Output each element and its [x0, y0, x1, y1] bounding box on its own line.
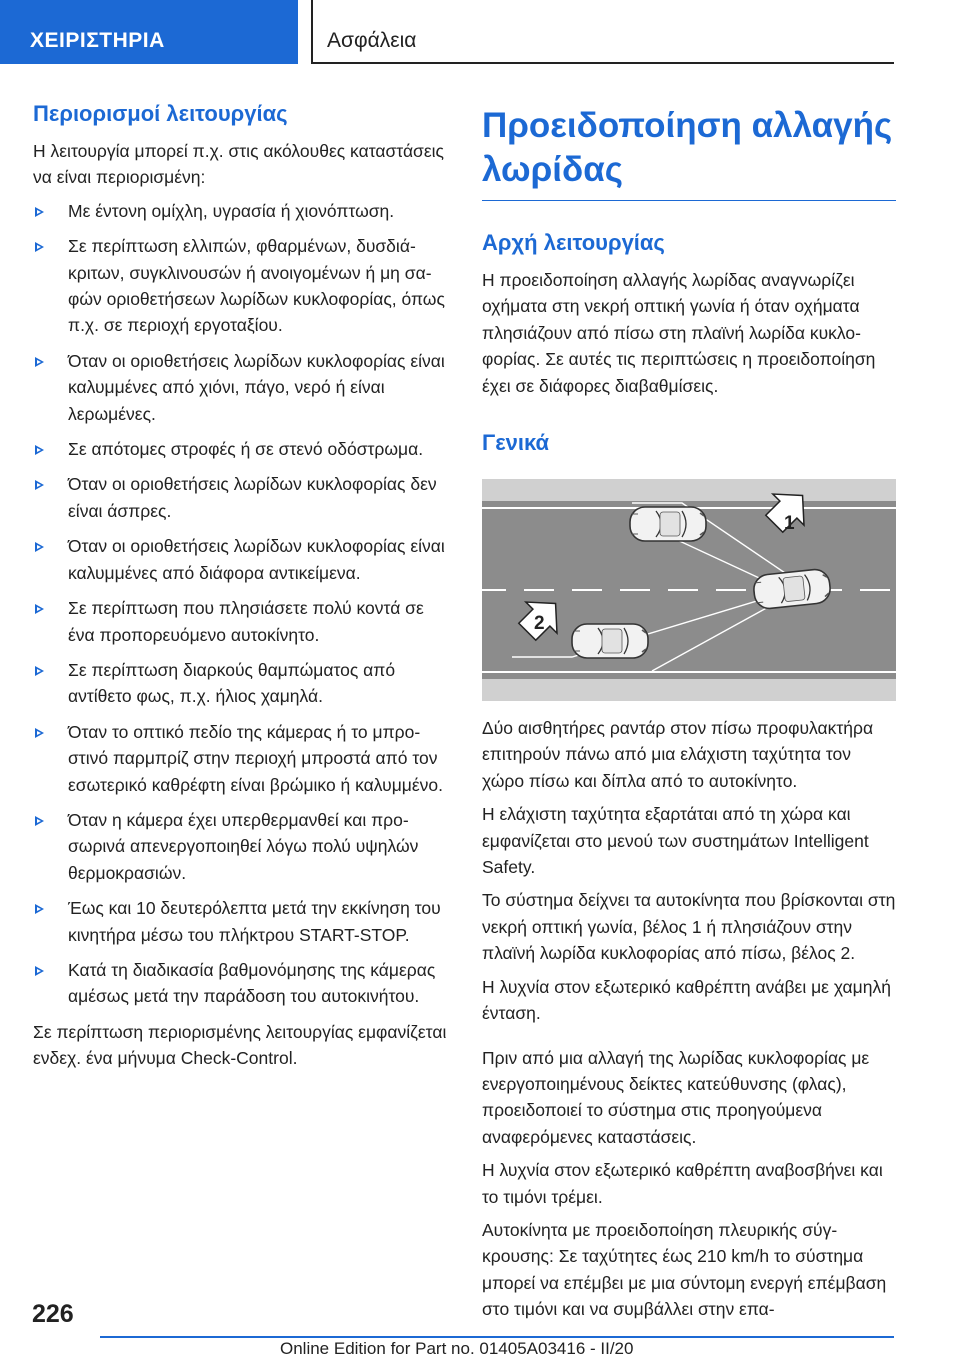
bullet-triangle-icon	[35, 357, 44, 367]
list-item	[33, 436, 448, 462]
list-item	[33, 595, 448, 648]
list-item	[33, 533, 448, 586]
limitations-heading: Περιορισμοί λειτουργίας	[33, 101, 288, 126]
paragraph: Η ελάχιστη ταχύτητα εξαρτάται από τη χώρα και εμφανίζεται στο μενού των συστημάτων Intelligent Safety.	[482, 804, 869, 878]
page-number: 226	[32, 1300, 74, 1328]
chapter-tab	[0, 0, 298, 64]
general-heading: Γενικά	[482, 430, 550, 456]
principle-heading: Αρχή λειτουργίας	[482, 230, 665, 255]
list-item-text: Σε περίπτωση που πλησιάσετε πολύ κοντά σε ένα προπορευόμενο αυτοκίνητο.	[68, 598, 424, 645]
list-item-text: Όταν οι οριοθετήσεις λωρίδων κυκλοφορίας είναι καλυμμένες από χιόνι, πάγο, νερό ή είναι λερωμένες.	[68, 350, 445, 424]
bullet-triangle-icon	[35, 904, 44, 914]
list-item-text: Κατά τη διαδικασία βαθμονόμησης της κάμερας αμέσως μετά την παράδοση του αυτοκινήτου.	[68, 959, 436, 1007]
bullet-triangle-icon	[35, 207, 44, 217]
bullet-triangle-icon	[35, 966, 44, 976]
list-item	[33, 719, 448, 798]
list-item-text: Με έντονη ομίχλη, υγρασία ή χιονόπτωση.	[68, 200, 395, 221]
paragraph: Αυτοκίνητα με προειδοποίηση πλευρικής σύγκρουσης: Σε ταχύτητες έως 210 km/h το σύστημα μπορεί να επέμβει με μια σύντομη ενεργή επέμβαση στο τιμόνι και να συμβάλλει στην επα-	[482, 1219, 887, 1320]
lane-diagram	[482, 479, 896, 701]
bullet-triangle-icon	[35, 666, 44, 676]
vehicle-rear-approaching	[572, 624, 648, 658]
paragraph: Η λυχνία στον εξωτερικό καθρέπτη αναβοσβήνει και το τιμόνι τρέμει.	[482, 1160, 883, 1207]
bullet-triangle-icon	[35, 445, 44, 455]
paragraph: Το σύστημα δείχνει τα αυτοκίνητα που βρίσκονται στη νεκρή οπτική γωνία, βέλος 1 ή πλησιάζουν στην πλαϊνή λωρίδα κυκλοφορίας από πίσω, βέλος 2.	[482, 890, 896, 964]
principle-text: Η προειδοποίηση αλλαγής λωρίδας αναγνωρίζει οχήματα στη νεκρή οπτική γωνία ή όταν οχήματα πλησιάζουν από πίσω στη πλαϊνή λωρίδα κυκλοφορίας. Σε αυτές τις περιπτώσεις η προειδοποίηση έχει σε διάφορες διαβαθμίσεις.	[482, 270, 876, 396]
list-item	[33, 348, 448, 427]
arrow-2-label: 2	[534, 613, 545, 635]
list-item-text: Όταν το οπτικό πεδίο της κάμερας ή το μπροστινό παρμπρίζ στην περιοχή μπροστά από τον εσωτερικό καθρέφτη είναι βρώμικο ή καλυμμένο.	[68, 721, 444, 795]
lane-change-illustration	[482, 479, 896, 701]
section-title: Προειδοποίηση αλλαγής λωρίδας	[482, 100, 896, 201]
list-item-text: Σε περίπτωση διαρκούς θαμπώματος από αντίθετο φως, π.χ. ήλιος χαμηλά.	[68, 659, 396, 707]
list-item	[33, 198, 448, 224]
list-item	[33, 233, 448, 339]
list-item-text: Σε περίπτωση ελλιπών, φθαρμένων, δυσδιάκριτων, συγκλινουσών ή ανοιγομένων ή μη σαφών οριοθετήσεων λωρίδων κυκλοφορίας, όπως π.χ. σε περιοχή εργοταξίου.	[68, 236, 445, 336]
list-item-text: Έως και 10 δευτερόλεπτα μετά την εκκίνηση του κινητήρα μέσω του πλήκτρου START-STOP.	[68, 898, 441, 945]
list-item-text: Όταν οι οριοθετήσεις λωρίδων κυκλοφορίας δεν είναι άσπρες.	[68, 474, 437, 521]
list-item	[33, 807, 448, 886]
paragraph: Η λυχνία στον εξωτερικό καθρέπτη ανάβει με χαμηλή ένταση.	[482, 976, 891, 1024]
list-item	[33, 471, 448, 524]
footer-divider	[100, 1336, 894, 1338]
limitations-intro: Η λειτουργία μπορεί π.χ. στις ακόλουθες καταστάσεις να είναι περιορισμένη:	[33, 141, 444, 188]
section-header-label: Ασφάλεια	[327, 29, 417, 52]
arrow-1-label: 1	[784, 513, 795, 535]
bullet-triangle-icon	[35, 728, 44, 738]
section-header	[311, 0, 894, 64]
paragraph: Πριν από μια αλλαγή της λωρίδας κυκλοφορίας με ενεργοποιημένους δείκτες κατεύθυνσης (φλας), προειδοποιεί το σύστημα στις προηγούμενα αναφερόμενες καταστάσεις.	[482, 1047, 870, 1147]
list-item	[33, 895, 448, 948]
list-item-text: Σε απότομες στροφές ή σε στενό οδόστρωμα.	[68, 439, 424, 460]
limitations-outro: Σε περίπτωση περιορισμένης λειτουργίας εμφανίζεται ενδεχ. ένα μήνυμα Check-Control.	[33, 1021, 447, 1069]
bullet-triangle-icon	[35, 816, 44, 826]
paragraph: Δύο αισθητήρες ραντάρ στον πίσω προφυλακτήρα επιτηρούν πάνω από μια ελάχιστη ταχύτητα τον χώρο πίσω και δίπλα από το αυτοκίνητο.	[482, 718, 874, 791]
chapter-tab-label: ΧΕΙΡΙΣΤΗΡΙΑ	[30, 29, 165, 52]
list-item-text: Όταν η κάμερα έχει υπερθερμανθεί και προσωρινά απενεργοποιηθεί λόγω πολύ υψηλών θερμοκρασιών.	[68, 809, 419, 883]
bullet-triangle-icon	[35, 604, 44, 614]
list-item	[33, 657, 448, 710]
list-item	[33, 957, 448, 1010]
list-item-text: Όταν οι οριοθετήσεις λωρίδων κυκλοφορίας είναι καλυμμένες από διάφορα αντικείμενα.	[68, 536, 445, 583]
left-column	[33, 100, 448, 1079]
right-column	[482, 100, 896, 1330]
own-vehicle	[752, 568, 831, 610]
bullet-triangle-icon	[35, 242, 44, 252]
footer-edition-text: Online Edition for Part no. 01405A03416 - II/20	[280, 1339, 634, 1358]
limitations-list	[33, 198, 448, 1010]
vehicle-blind-spot	[630, 507, 706, 541]
bullet-triangle-icon	[35, 542, 44, 552]
bullet-triangle-icon	[35, 480, 44, 490]
